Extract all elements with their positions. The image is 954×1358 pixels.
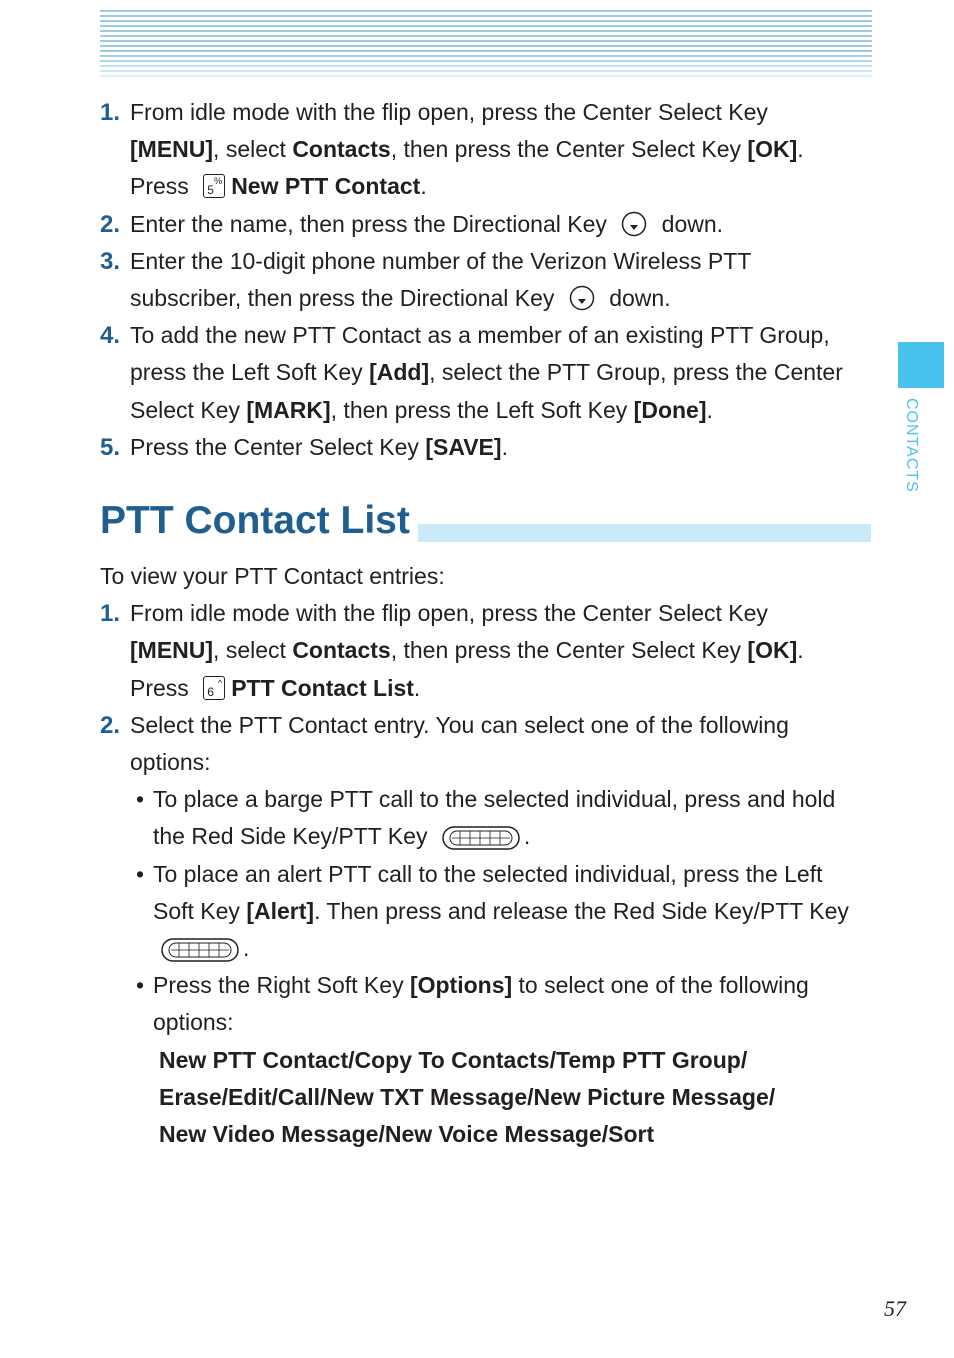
text-run: . xyxy=(243,935,250,962)
options-line: Erase/Edit/Call/New TXT Message/New Picture Message/ xyxy=(159,1083,776,1110)
step-number: 5. xyxy=(100,433,121,461)
softkey-label: [Alert] xyxy=(246,897,315,924)
text-run: down. xyxy=(655,210,724,237)
key-symbol: % xyxy=(214,176,223,187)
step-number: 1. xyxy=(100,600,121,628)
softkey-label: [MENU] xyxy=(130,136,214,163)
key-digit: 5 xyxy=(207,183,214,198)
text-run: Press the Center Select Key xyxy=(130,433,426,460)
text-run: , select xyxy=(213,136,293,163)
text-run: to select one of the following options: xyxy=(153,972,809,1036)
text-run: Press the Right Soft Key xyxy=(153,972,410,999)
section-heading xyxy=(100,499,862,556)
ptt-key-icon xyxy=(442,826,520,850)
softkey-label: [Done] xyxy=(633,396,707,423)
step-text xyxy=(130,317,862,429)
text-run: , then press the Center Select Key xyxy=(390,637,748,664)
intro-text: To view your PTT Contact entries: xyxy=(100,563,445,590)
step-b-1 xyxy=(100,595,862,707)
menu-label: New PTT Contact xyxy=(231,173,421,200)
text-run: Enter the name, then press the Directional Key xyxy=(130,210,614,237)
section-tab-marker xyxy=(898,342,944,388)
bullet-text xyxy=(153,781,862,855)
text-run: . xyxy=(523,823,531,850)
softkey-label: [Add] xyxy=(369,359,430,386)
text-run: . Press xyxy=(130,637,804,701)
text-run: . xyxy=(413,674,421,701)
step-text xyxy=(130,243,862,317)
text-run: To add the new PTT Contact as a member of an existing PTT Group, press the Left Soft Key xyxy=(130,322,830,386)
softkey-label: [MENU] xyxy=(130,637,214,664)
keypad-5-icon xyxy=(203,174,225,198)
step-a-3 xyxy=(100,243,862,317)
step-a-4 xyxy=(100,317,862,429)
options-line: New Video Message/New Voice Message/Sort xyxy=(159,1121,655,1148)
options-list xyxy=(159,1042,862,1154)
step-text xyxy=(130,429,862,466)
bullet-item xyxy=(136,781,862,855)
text-run: , then press the Center Select Key xyxy=(390,136,748,163)
bullet-item xyxy=(136,967,862,1041)
step-number: 3. xyxy=(100,247,121,275)
step-text xyxy=(130,206,862,243)
step-text xyxy=(130,94,862,206)
text-run: Enter the 10-digit phone number of the Verizon Wireless PTT subscriber, then press the Directional Key xyxy=(130,247,751,312)
text-run: down. xyxy=(602,285,671,312)
text-run: . xyxy=(706,396,713,423)
ptt-key-icon xyxy=(161,938,239,962)
directional-key-down-icon xyxy=(569,285,595,311)
text-run: . Press xyxy=(130,136,804,200)
option-bullets xyxy=(136,781,862,1153)
text-run: From idle mode with the flip open, press the Center Select Key xyxy=(130,600,768,627)
section-tab-label: CONTACTS xyxy=(903,398,920,493)
bullet-dot: • xyxy=(136,860,145,887)
softkey-label: [MARK] xyxy=(246,396,331,423)
text-run: , select xyxy=(213,637,293,664)
step-number: 1. xyxy=(100,99,121,126)
step-a-2 xyxy=(100,206,862,243)
text-run: . Then press and release the Red Side Key/PTT Key xyxy=(314,897,849,924)
bullet-item xyxy=(136,856,862,968)
directional-key-down-icon xyxy=(621,211,647,237)
step-number: 2. xyxy=(100,711,121,739)
bullet-text xyxy=(153,856,862,968)
step-text xyxy=(130,707,862,1153)
step-a-1 xyxy=(100,94,862,206)
options-line: New PTT Contact/Copy To Contacts/Temp PTT Group/ xyxy=(159,1046,748,1073)
key-digit: 6 xyxy=(207,684,214,699)
menu-label: Contacts xyxy=(292,637,391,664)
softkey-label: [Options] xyxy=(409,972,513,999)
page-number: 57 xyxy=(884,1296,906,1321)
text-run: , then press the Left Soft Key xyxy=(330,396,634,423)
bullet-dot: • xyxy=(136,972,145,999)
softkey-label: [SAVE] xyxy=(425,433,502,460)
text-run: , select the PTT Group, press the Center Select Key xyxy=(130,359,843,423)
text-run: To place a barge PTT call to the selected individual, press and hold the Red Side Key/PTT Key xyxy=(153,786,836,850)
menu-label: Contacts xyxy=(292,136,391,163)
step-number: 4. xyxy=(100,322,121,350)
key-symbol: ^ xyxy=(217,677,223,688)
menu-label: PTT Contact List xyxy=(231,674,414,701)
step-a-5 xyxy=(100,429,862,466)
softkey-label: [OK] xyxy=(747,637,798,664)
step-b-2 xyxy=(100,707,862,1153)
softkey-label: [OK] xyxy=(747,136,798,163)
step-number: 2. xyxy=(100,210,121,238)
bullet-dot: • xyxy=(136,786,145,813)
text-run: To place an alert PTT call to the selected individual, press the Left Soft Key xyxy=(153,860,823,924)
page-content xyxy=(100,94,862,1153)
step-text xyxy=(130,595,862,707)
keypad-6-icon xyxy=(203,676,225,700)
text-run: From idle mode with the flip open, press the Center Select Key xyxy=(130,99,768,125)
text-run: . xyxy=(501,433,508,460)
text-run: . xyxy=(420,173,427,200)
text-run: Select the PTT Contact entry. You can select one of the following options: xyxy=(130,711,789,776)
header-decoration-band xyxy=(100,10,872,78)
section-title: PTT Contact List xyxy=(100,498,418,544)
bullet-text xyxy=(153,967,862,1041)
